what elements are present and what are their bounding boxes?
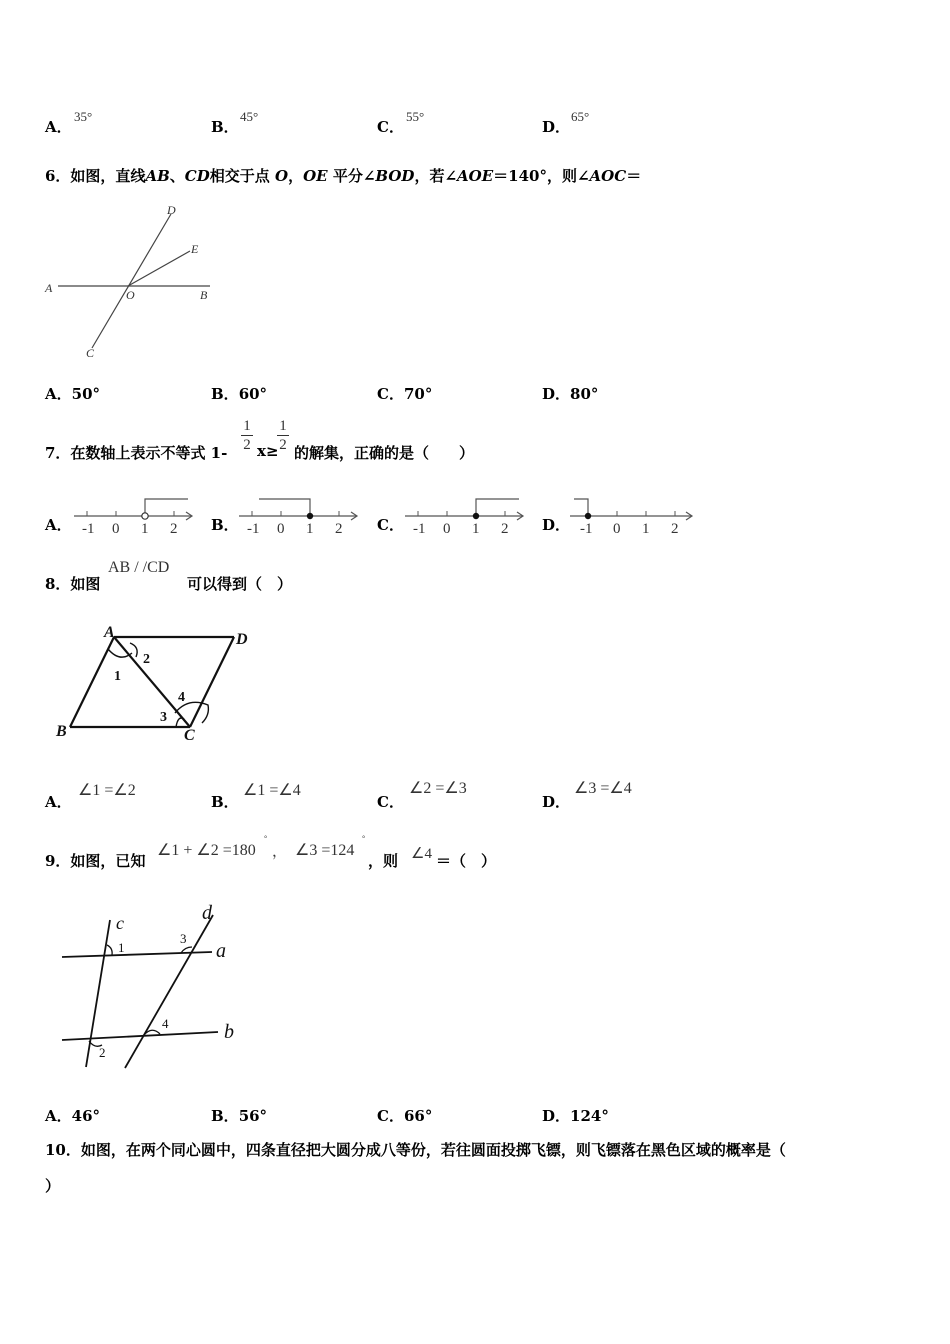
stem-text: 9．如图，已知 bbox=[45, 852, 146, 870]
q7-numberline-a bbox=[70, 494, 198, 536]
option-value: 70° bbox=[403, 385, 433, 403]
label-b: B bbox=[56, 723, 67, 740]
q8-figure bbox=[50, 615, 260, 745]
label-3: 3 bbox=[180, 931, 187, 946]
svg-text:0: 0 bbox=[443, 521, 451, 536]
q5-option-c[interactable] bbox=[377, 116, 404, 137]
degree-mark: ° bbox=[264, 834, 268, 843]
label-1: 1 bbox=[118, 940, 125, 955]
q9-option-c[interactable] bbox=[377, 1105, 432, 1126]
q10-stem-line1 bbox=[45, 1139, 786, 1160]
svg-text:0: 0 bbox=[112, 521, 120, 536]
q9-option-b[interactable] bbox=[211, 1105, 267, 1126]
line-cd bbox=[92, 214, 171, 348]
q8-option-d[interactable] bbox=[542, 791, 570, 812]
option-letter: B． bbox=[211, 118, 239, 136]
option-letter: D． bbox=[542, 793, 571, 811]
q6-figure bbox=[40, 200, 220, 365]
label-e: E bbox=[191, 242, 199, 256]
stem-text: 、 bbox=[169, 167, 185, 185]
option-value: ∠1 =∠4 bbox=[243, 782, 301, 799]
label-a: a bbox=[216, 940, 226, 962]
label-3: 3 bbox=[160, 710, 167, 725]
svg-text:2: 2 bbox=[671, 521, 679, 536]
option-letter: B． bbox=[211, 385, 239, 403]
q9-condition-2: ∠3 =124 bbox=[295, 842, 355, 859]
stem-text: ＝（ ） bbox=[436, 852, 497, 870]
label-b: b bbox=[224, 1021, 234, 1043]
q9-stem-prefix bbox=[45, 850, 145, 871]
q5-option-a[interactable] bbox=[45, 116, 72, 137]
option-letter: D． bbox=[542, 516, 571, 534]
label-4: 4 bbox=[162, 1016, 169, 1031]
q8-option-a[interactable] bbox=[45, 791, 72, 812]
option-letter: D． bbox=[542, 118, 571, 136]
q7-stem-suffix bbox=[294, 442, 474, 463]
label-c: C bbox=[184, 727, 195, 744]
q6-option-b[interactable] bbox=[211, 383, 267, 404]
option-letter: A． bbox=[45, 516, 72, 534]
point-o: O bbox=[275, 167, 289, 185]
stem-text: 8．如图 bbox=[45, 575, 101, 593]
stem-text: 相交于点 bbox=[209, 167, 270, 185]
angle-aoc: AOC bbox=[589, 167, 627, 185]
option-value: ∠3 =∠4 bbox=[574, 780, 632, 797]
option-value: 50° bbox=[71, 385, 101, 403]
option-value: 55° bbox=[406, 109, 425, 124]
q8-option-b[interactable] bbox=[211, 791, 239, 812]
ray-oe: OE bbox=[303, 167, 328, 185]
degree-mark: ° bbox=[362, 834, 366, 843]
q7-x-ge bbox=[257, 442, 279, 460]
option-letter: C． bbox=[377, 118, 404, 136]
q9-stem-mid bbox=[368, 850, 398, 871]
stem-text: 平分∠ bbox=[332, 167, 376, 185]
stem-text: ＝ bbox=[626, 167, 642, 185]
svg-text:2: 2 bbox=[335, 521, 343, 536]
frac-den: 2 bbox=[241, 435, 253, 454]
option-letter: C． bbox=[377, 385, 404, 403]
svg-text:-1: -1 bbox=[247, 521, 260, 536]
option-value: 35° bbox=[74, 109, 93, 124]
option-letter: B． bbox=[211, 793, 239, 811]
svg-text:1: 1 bbox=[472, 521, 480, 536]
stem-text: ，若∠ bbox=[414, 167, 458, 185]
stem-text: ，则 bbox=[368, 852, 399, 870]
option-letter: B． bbox=[211, 516, 239, 534]
q7-numberline-c bbox=[401, 494, 529, 536]
q7-stem-prefix bbox=[45, 442, 227, 463]
option-value: 46° bbox=[71, 1107, 101, 1125]
option-letter: A． bbox=[45, 118, 72, 136]
angle-bod: BOD bbox=[375, 167, 415, 185]
option-letter: D． bbox=[542, 385, 571, 403]
q8-stem-suffix bbox=[187, 573, 292, 594]
q6-option-a[interactable] bbox=[45, 383, 100, 404]
option-value: 56° bbox=[238, 1107, 268, 1125]
solid-point bbox=[307, 513, 313, 519]
q9-figure bbox=[40, 895, 260, 1070]
option-value: 65° bbox=[571, 109, 590, 124]
stem-text: ， bbox=[288, 167, 304, 185]
q6-stem bbox=[45, 165, 641, 186]
label-c: C bbox=[86, 346, 95, 360]
option-value: ∠2 =∠3 bbox=[409, 780, 467, 797]
stem-text: 的解集，正确的是（ ） bbox=[294, 444, 475, 462]
svg-text:0: 0 bbox=[613, 521, 621, 536]
svg-text:-1: -1 bbox=[580, 521, 593, 536]
svg-text:2: 2 bbox=[170, 521, 178, 536]
label-a: A bbox=[45, 281, 53, 295]
q8-math: AB / /CD bbox=[108, 559, 170, 576]
frac-num: 1 bbox=[243, 418, 251, 434]
stem-text: x≥ bbox=[257, 442, 279, 460]
q10-stem-line2 bbox=[45, 1175, 60, 1196]
stem-text: 可以得到（ ） bbox=[187, 575, 293, 593]
option-value: ∠1 =∠2 bbox=[78, 782, 136, 799]
svg-text:-1: -1 bbox=[82, 521, 95, 536]
stem-text: 7．在数轴上表示不等式 1- bbox=[45, 444, 228, 462]
stem-text: ＝140°，则∠ bbox=[493, 167, 590, 185]
option-letter: C． bbox=[377, 516, 404, 534]
q7-frac1 bbox=[241, 418, 253, 454]
q7-numberline-b bbox=[235, 494, 363, 536]
stem-text: ） bbox=[45, 1177, 61, 1195]
stem-text: 6．如图，直线 bbox=[45, 167, 146, 185]
q9-condition-1: ∠1 + ∠2 =180 bbox=[157, 842, 256, 859]
option-value: 60° bbox=[238, 385, 268, 403]
frac-num: 1 bbox=[279, 418, 287, 434]
label-o: O bbox=[126, 288, 135, 302]
q7-frac2 bbox=[277, 418, 289, 454]
option-letter: C． bbox=[377, 1107, 404, 1125]
q9-ask-angle: ∠4 bbox=[411, 846, 432, 862]
option-value: 45° bbox=[240, 109, 259, 124]
ray-oe bbox=[128, 251, 190, 286]
option-letter: A． bbox=[45, 1107, 72, 1125]
q9-option-d[interactable] bbox=[542, 1105, 609, 1126]
q7-option-a[interactable] bbox=[45, 514, 72, 535]
comma: ， bbox=[272, 844, 288, 860]
q7-numberline-d bbox=[566, 494, 698, 536]
solid-point bbox=[473, 513, 479, 519]
label-c: c bbox=[116, 913, 124, 933]
svg-text:1: 1 bbox=[141, 521, 149, 536]
option-letter: B． bbox=[211, 1107, 239, 1125]
label-2: 2 bbox=[99, 1045, 106, 1060]
label-2: 2 bbox=[143, 652, 150, 667]
svg-text:0: 0 bbox=[277, 521, 285, 536]
q8-stem-prefix bbox=[45, 573, 100, 594]
angle-aoe: AOE bbox=[457, 167, 494, 185]
option-letter: A． bbox=[45, 385, 72, 403]
q9-stem-end bbox=[436, 850, 496, 871]
frac-den: 2 bbox=[277, 435, 289, 454]
solid-point bbox=[585, 513, 591, 519]
svg-text:-1: -1 bbox=[413, 521, 426, 536]
q6-option-c[interactable] bbox=[377, 383, 432, 404]
label-1: 1 bbox=[114, 669, 121, 684]
option-letter: C． bbox=[377, 793, 404, 811]
label-4: 4 bbox=[178, 690, 185, 705]
q7-option-c[interactable] bbox=[377, 514, 404, 535]
q6-option-d[interactable] bbox=[542, 383, 598, 404]
svg-text:2: 2 bbox=[501, 521, 509, 536]
q5-option-d[interactable] bbox=[542, 116, 570, 137]
q9-option-a[interactable] bbox=[45, 1105, 100, 1126]
q8-option-c[interactable] bbox=[377, 791, 404, 812]
label-a: A bbox=[104, 624, 115, 641]
label-b: B bbox=[200, 288, 208, 302]
stem-text: 10．如图，在两个同心圆中，四条直径把大圆分成八等份，若往圆面投掷飞镖，则飞镖落在黑色区域的概率是（ bbox=[45, 1141, 786, 1159]
label-d: D bbox=[236, 631, 248, 648]
label-d: D bbox=[167, 203, 176, 217]
svg-text:1: 1 bbox=[642, 521, 650, 536]
option-letter: A． bbox=[45, 793, 72, 811]
label-d: d bbox=[202, 902, 212, 924]
hollow-point bbox=[142, 513, 148, 519]
option-value: 80° bbox=[570, 385, 599, 403]
seg-ab: AB bbox=[145, 167, 170, 185]
option-value: 124° bbox=[570, 1107, 609, 1125]
option-value: 66° bbox=[403, 1107, 433, 1125]
q5-option-b[interactable] bbox=[211, 116, 239, 137]
seg-cd: CD bbox=[184, 167, 210, 185]
svg-text:1: 1 bbox=[306, 521, 314, 536]
option-letter: D． bbox=[542, 1107, 571, 1125]
